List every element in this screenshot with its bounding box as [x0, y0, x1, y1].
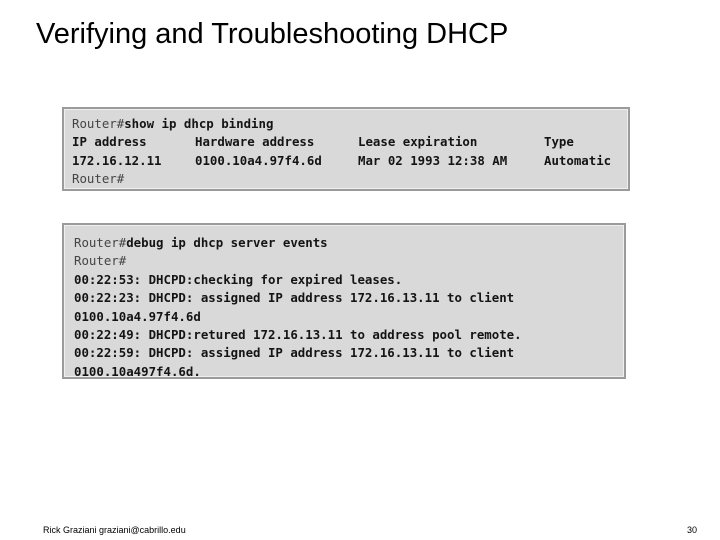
- command-line: [74, 234, 624, 252]
- debug-output-line: 00:22:49: DHCPD:retured 172.16.13.11 to address pool remote.: [74, 326, 522, 342]
- router-prompt: Router#: [74, 235, 127, 250]
- slide-title: Verifying and Troubleshooting DHCP: [36, 18, 509, 50]
- header-type: Type: [544, 134, 574, 150]
- second-prompt-line: [74, 252, 624, 270]
- command-text: debug ip dhcp server events: [126, 235, 328, 250]
- cell-hardware-address: 0100.10a4.97f4.6d: [195, 152, 322, 168]
- footer-author: Rick Graziani graziani@cabrillo.edu: [43, 525, 186, 535]
- cell-lease-expiration: Mar 02 1993 12:38 AM: [358, 152, 508, 168]
- debug-events-terminal: [62, 223, 626, 379]
- dhcp-binding-terminal: [62, 107, 630, 191]
- page-number: 30: [686, 525, 697, 535]
- router-prompt: Router#: [72, 171, 125, 187]
- table-header: [72, 133, 628, 151]
- command-text: show ip dhcp binding: [124, 116, 274, 131]
- debug-output-line: 0100.10a497f4.6d.: [74, 363, 201, 379]
- debug-output-line: 0100.10a4.97f4.6d: [74, 308, 201, 324]
- command-line: [72, 115, 628, 133]
- debug-output-line: 00:22:59: DHCPD: assigned IP address 172.16.13.11 to client: [74, 345, 515, 361]
- header-hardware-address: Hardware address: [195, 134, 315, 150]
- cell-ip-address: 172.16.12.11: [72, 152, 162, 168]
- end-prompt-line: [72, 170, 628, 188]
- header-ip-address: IP address: [72, 134, 147, 150]
- router-prompt: Router#: [74, 253, 127, 269]
- router-prompt: Router#: [72, 116, 125, 131]
- debug-output-line: 00:22:23: DHCPD: assigned IP address 172.16.13.11 to client: [74, 290, 515, 306]
- cell-type: Automatic: [544, 152, 612, 168]
- debug-output-line: 00:22:53: DHCPD:checking for expired leases.: [74, 271, 403, 287]
- table-row: [72, 152, 628, 170]
- header-lease-expiration: Lease expiration: [358, 134, 478, 150]
